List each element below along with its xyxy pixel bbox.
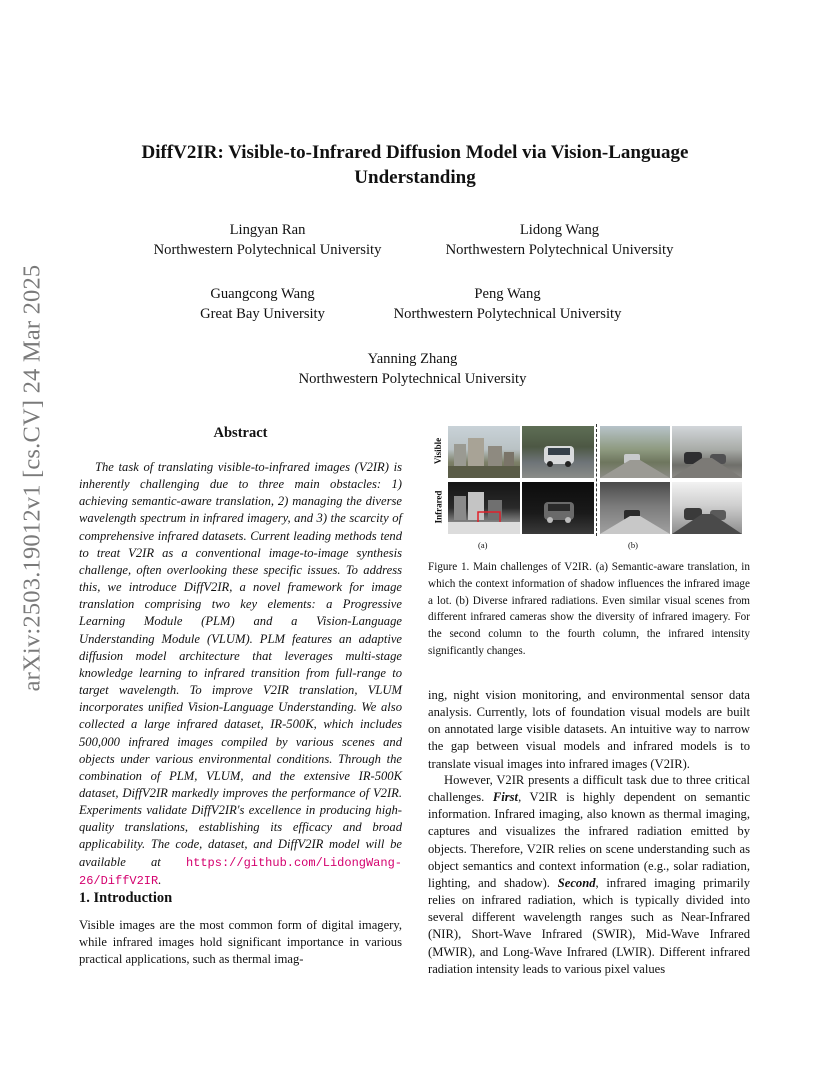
intro-heading: 1. Introduction	[79, 890, 173, 906]
right-paragraph-2	[428, 772, 750, 978]
author-affiliation: Northwestern Polytechnical University	[393, 305, 622, 322]
para2-part-b: , V2IR is highly dependent on semantic information. Infrared imaging, also known as thermal imaging, captures and visualizes the infrared radiation emitted by objects. Therefore, V2IR relies on scene understanding such as object semantics and context information (e.g., solar radiation, lighting, and shadow).	[428, 790, 750, 890]
visible-image-street-1	[600, 426, 670, 478]
right-paragraph-1: ing, night vision monitoring, and environmental sensor data analysis. Currently, lots of foundation visual models are built on annotated large visible datasets. An intuitive way to narrow the gap between visual models and infrared models is to translate visual images into infrared images (V2IR).	[428, 688, 750, 771]
para2-part-a: However, V2IR presents a difficult task due to three critical challenges.	[428, 773, 750, 805]
arxiv-stamp: arXiv:2503.19012v1 [cs.CV] 24 Mar 2025	[18, 264, 45, 692]
abstract-text	[79, 459, 402, 890]
para2-part-c: , infrared imaging primarily relies on infrared radiation, which is typically divided into several different wavelength ranges such as Near-Infrared (NIR), Short-Wave Infrared (SWIR), Mid-Wave Infrared (MWIR), and Long-Wave Infrared (LWIR). Different infrared radiation intensity leads to various pixel values	[428, 875, 750, 976]
figure-caption: Figure 1. Main challenges of V2IR. (a) Semantic-aware translation, in which the context information of shadow influences the infrared image a lot. (b) Diverse infrared radiations. Even similar visual scenes from different infrared cameras show the diversity of infrared imagery. For the second column to the fourth column, the infrared intensity significantly changes.	[428, 561, 750, 657]
code-link[interactable]: https://github.com/LidongWang-26/DiffV2IR	[79, 855, 402, 888]
intro-text: Visible images are the most common form of digital imagery, while infrared images hold significant importance in various practical applications, such as thermal imag-	[79, 918, 402, 967]
infrared-image-street-1	[600, 482, 670, 534]
author-block	[380, 285, 635, 324]
author-block	[285, 350, 540, 389]
paper-title: DiffV2IR: Visible-to-Infrared Diffusion Model via Vision-Language Understanding	[141, 142, 689, 188]
author-affiliation: Great Bay University	[200, 305, 325, 322]
figure-1	[430, 424, 746, 552]
author-block	[180, 285, 345, 324]
subfigure-label-b: (b)	[628, 540, 638, 550]
infrared-image-buildings	[448, 482, 520, 534]
visible-image-car	[522, 426, 594, 478]
emphasis-first: First	[492, 790, 519, 805]
author-name: Peng Wang	[474, 286, 541, 302]
author-name: Guangcong Wang	[210, 286, 315, 302]
author-name: Yanning Zhang	[367, 351, 458, 367]
abstract-heading: Abstract	[213, 425, 268, 441]
author-block	[140, 221, 395, 260]
author-block	[432, 221, 687, 260]
author-name: Lingyan Ran	[229, 222, 306, 238]
row-label-visible: Visible	[433, 437, 444, 465]
visible-image-buildings	[448, 426, 520, 478]
subfigure-label-a: (a)	[478, 540, 488, 550]
visible-image-street-2	[672, 426, 742, 478]
abstract-end: .	[158, 872, 162, 887]
emphasis-second: Second	[557, 875, 596, 890]
author-affiliation: Northwestern Polytechnical University	[153, 241, 382, 258]
figure-divider	[596, 424, 597, 536]
abstract-body: The task of translating visible-to-infrared images (V2IR) is inherently challenging due to three main obstacles: 1) achieving semantic-aware translation, 2) managing the diverse wavelength spectrum in infrared imagery, and 3) the scarcity of comprehensive infrared datasets. Current leading methods tend to treat V2IR as a conventional image-to-image synthesis challenge, often overlooking these specific issues. To address this, we introduce DiffV2IR, a novel framework for image translation comprising two key elements: a Progressive Learning Module (PLM) and a Vision-Language Understanding Module (VLUM). PLM features an adaptive diffusion model architecture that leverages multi-stage knowledge learning to infrared transition from full-range to target wavelength. To improve V2IR translation, VLUM incorporates unified Vision-Language Understanding. We also collected a large infrared dataset, IR-500K, which includes 500,000 infrared images compiled by various scenes and objects under various environmental conditions. Through the combination of PLM, VLUM, and the extensive IR-500K dataset, DiffV2IR markedly improves the performance of V2IR. Experiments validate DiffV2IR's excellence in producing high-quality translations, establishing its efficacy and broad applicability. The code, dataset, and DiffV2IR model will be available at	[79, 460, 402, 869]
infrared-image-car	[522, 482, 594, 534]
author-affiliation: Northwestern Polytechnical University	[445, 241, 674, 258]
author-name: Lidong Wang	[519, 222, 600, 238]
row-label-infrared: Infrared	[433, 490, 443, 524]
infrared-image-street-2	[672, 482, 742, 534]
author-affiliation: Northwestern Polytechnical University	[298, 370, 527, 387]
